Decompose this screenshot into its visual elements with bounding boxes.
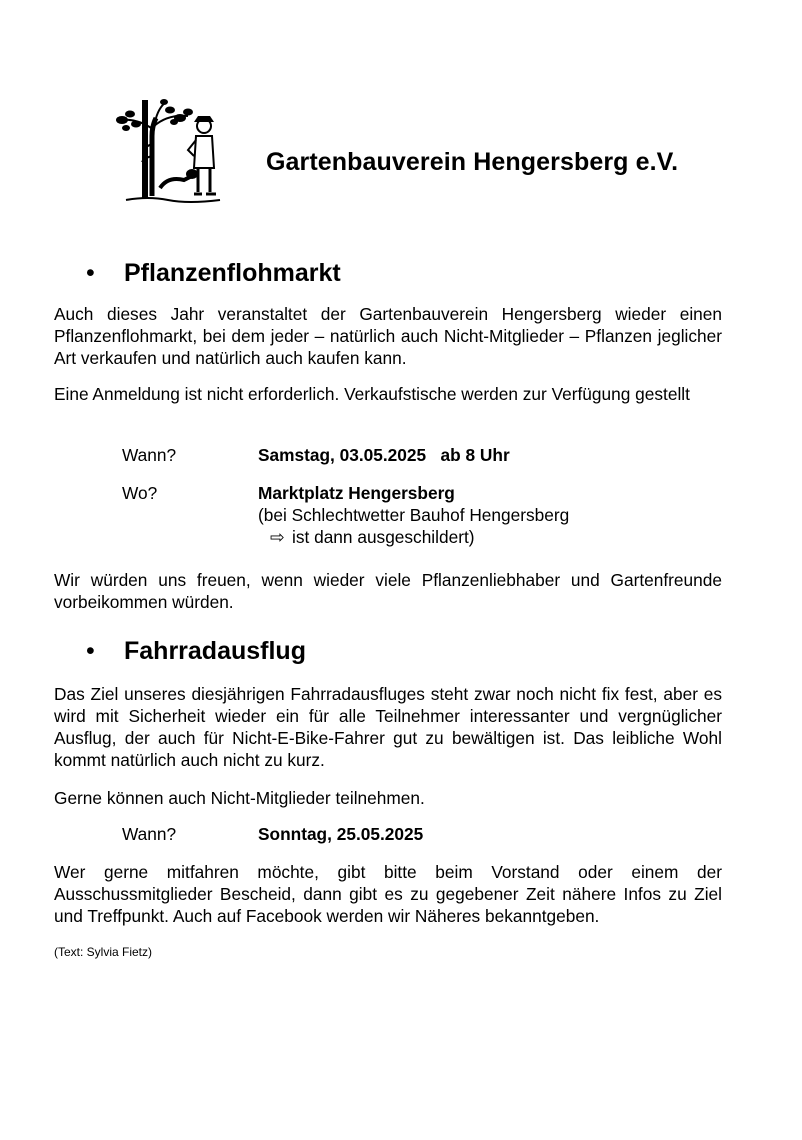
when-value: Samstag, 03.05.2025 ab 8 Uhr: [258, 445, 510, 465]
bullet-icon: •: [86, 637, 95, 665]
section-paragraph: Gerne können auch Nicht-Mitglieder teilnehmen.: [54, 788, 425, 808]
when-value: Sonntag, 25.05.2025: [258, 824, 424, 844]
section-paragraph: Auch dieses Jahr veranstaltet der Gartenbauverein Hengersberg wieder einen Pflanzenflohmarkt, bei dem jeder – natürlich auch Nicht-Mitglieder – Pflanzen jeglicher Art verkaufen und natürlich auch kaufen kann.: [54, 304, 722, 368]
section-heading-fahrradausflug: [86, 637, 306, 666]
section-title: Pflanzenflohmarkt: [124, 259, 341, 287]
organization-title: Gartenbauverein Hengersberg e.V.: [266, 148, 679, 176]
section-title: Fahrradausflug: [124, 637, 306, 665]
where-note-text: ist dann ausgeschildert): [292, 527, 475, 547]
where-label: Wo?: [122, 483, 158, 503]
where-value: Marktplatz Hengersberg: [258, 483, 455, 503]
when-label: Wann?: [122, 824, 177, 844]
where-note: (bei Schlechtwetter Bauhof Hengersberg: [258, 505, 570, 525]
author-credit: (Text: Sylvia Fietz): [54, 945, 153, 959]
where-note-continued: [258, 526, 475, 548]
section-paragraph: Das Ziel unseres diesjährigen Fahrradausfluges steht zwar noch nicht fix fest, aber es wird mit Sicherheit wieder ein für alle Teilnehmer interessanter und vergnüglicher Ausflug, der auch für Nicht-E-Bike-Fahrer gut zu bewältigen ist. Das leibliche Wohl kommt natürlich auch nicht zu kurz.: [54, 684, 722, 770]
when-label: Wann?: [122, 445, 177, 465]
bullet-icon: •: [86, 259, 95, 287]
arrow-right-icon: ⇨: [270, 527, 285, 547]
section-closing: Wir würden uns freuen, wenn wieder viele Pflanzenliebhaber und Gartenfreunde vorbeikommen würden.: [54, 570, 722, 612]
gardener-with-tree-logo-icon: [108, 96, 226, 210]
section-closing: Wer gerne mitfahren möchte, gibt bitte beim Vorstand oder einem der Ausschussmitglieder Bescheid, dann gibt es zu gegebener Zeit nähere Infos zu Ziel und Treffpunkt. Auch auf Facebook werden wir Näheres bekanntgeben.: [54, 862, 722, 926]
section-heading-pflanzenflohmarkt: [86, 259, 341, 288]
section-paragraph: Eine Anmeldung ist nicht erforderlich. Verkaufstische werden zur Verfügung gestellt: [54, 384, 690, 404]
